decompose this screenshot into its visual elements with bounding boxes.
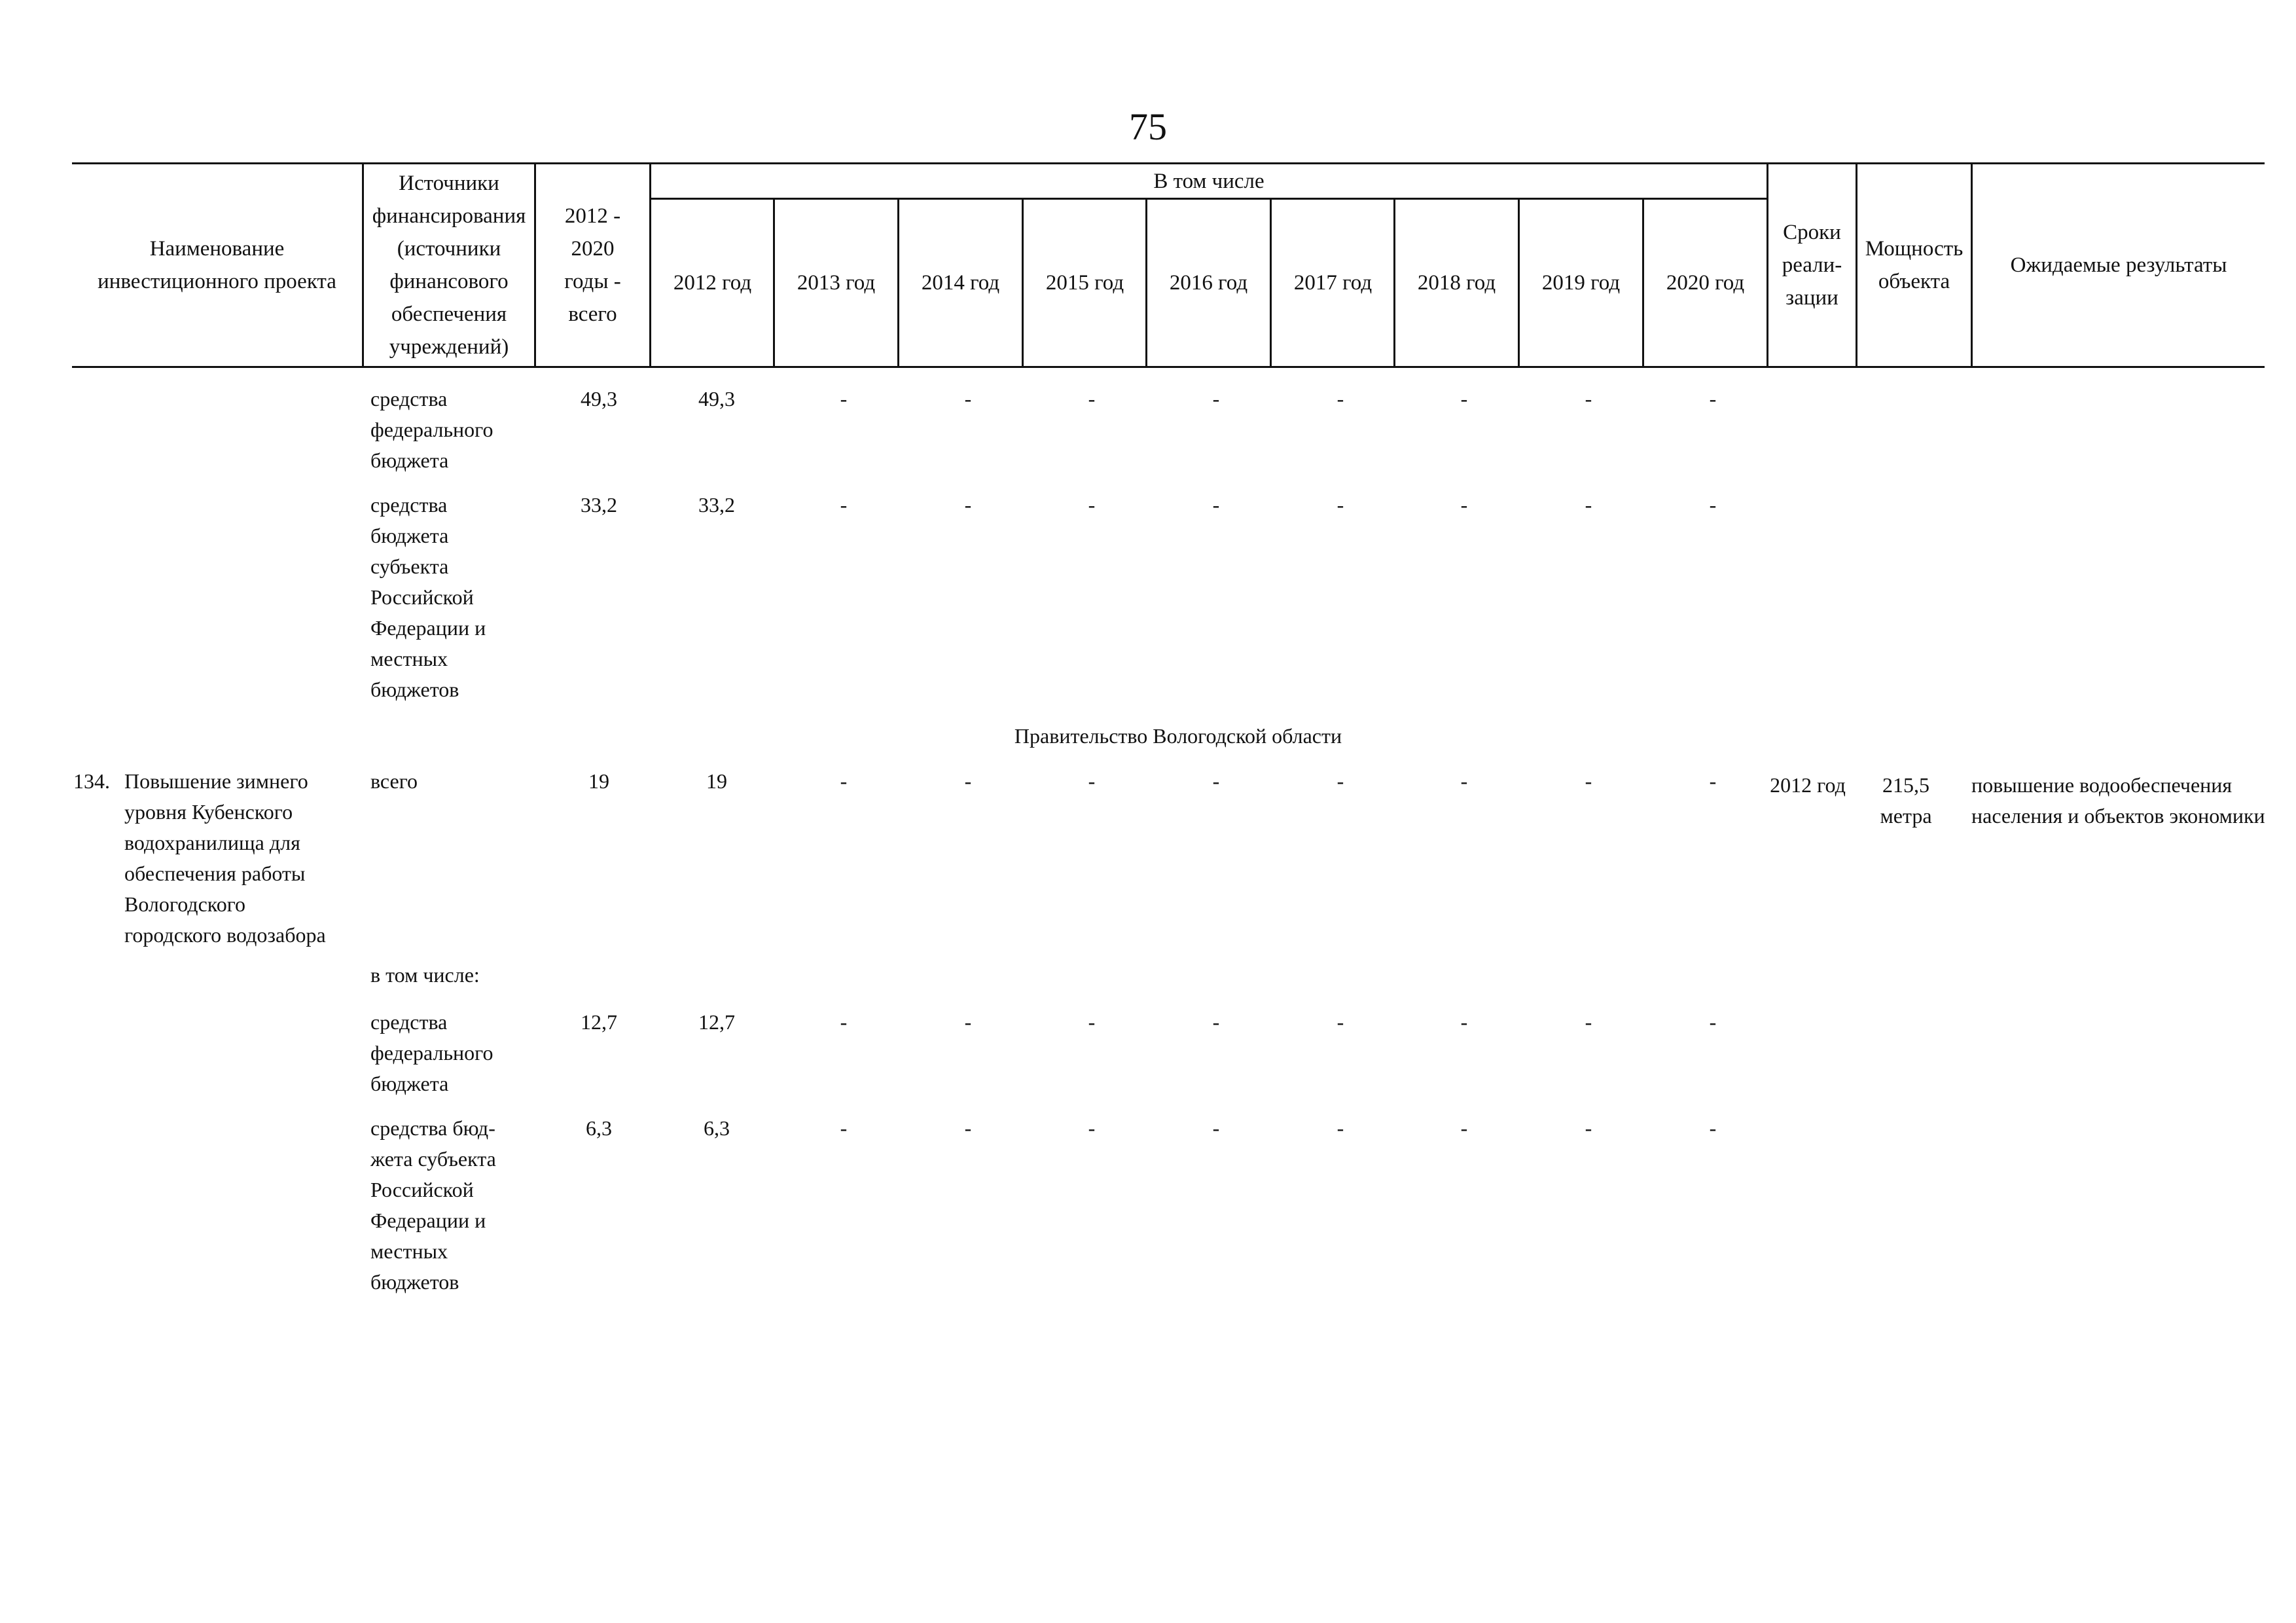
dash-cell: - (1460, 769, 1468, 793)
dash-cell: - (1585, 493, 1592, 517)
dash-cell: - (1336, 493, 1344, 517)
header-year-7: 2019 год (1541, 271, 1621, 295)
project-result: повышение водообеспечения населения и объектов экономики (1971, 773, 2265, 828)
dash-cell: - (1336, 1010, 1344, 1034)
dash-cell: - (1709, 1116, 1717, 1140)
page-number: 75 (1129, 105, 1167, 148)
project-term: 2012 год (1770, 773, 1846, 797)
dash-cell: - (964, 1116, 972, 1140)
dash-cell: - (1088, 769, 1096, 793)
dash-cell: - (964, 493, 972, 517)
row-total: 12,7 (581, 1010, 617, 1034)
dash-cell: - (1212, 493, 1220, 517)
row-source: средства бюд-жета субъекта Российской Федерации и местных бюджетов (370, 1116, 496, 1294)
header-year-1: 2013 год (797, 271, 876, 295)
row-total: 49,3 (581, 387, 617, 410)
row-source: средства федерального бюджета (370, 1010, 493, 1095)
header-year-2: 2014 год (921, 271, 1000, 295)
row-2012: 12,7 (698, 1010, 735, 1034)
row-2012: 49,3 (698, 387, 735, 410)
dash-cell: - (840, 493, 848, 517)
dash-cell: - (1212, 769, 1220, 793)
dash-cell: - (1088, 493, 1096, 517)
dash-cell: - (840, 387, 848, 410)
project-capacity: 215,5 метра (1880, 773, 1932, 828)
dash-cell: - (1585, 1010, 1592, 1034)
dash-cell: - (1336, 769, 1344, 793)
dash-cell: - (1212, 1116, 1220, 1140)
header-bottom-rule (72, 366, 2265, 368)
dash-cell: - (840, 1010, 848, 1034)
dash-cell: - (964, 387, 972, 410)
dash-cell: - (1088, 1010, 1096, 1034)
header-name: Наименование инвестиционного проекта (98, 237, 336, 293)
row-source: средства федерального бюджета (370, 387, 493, 472)
row-total: 6,3 (586, 1116, 612, 1140)
dash-cell: - (1212, 387, 1220, 410)
dash-cell: - (1460, 1116, 1468, 1140)
dash-cell: - (1460, 493, 1468, 517)
project-total: 19 (588, 769, 609, 793)
dash-cell: - (1088, 387, 1096, 410)
dash-cell: - (840, 769, 848, 793)
dash-cell: - (1460, 387, 1468, 410)
dash-cell: - (964, 769, 972, 793)
project-number: 134. (73, 769, 110, 793)
dash-cell: - (1212, 1010, 1220, 1034)
header-year-8: 2020 год (1666, 271, 1745, 295)
dash-cell: - (1585, 1116, 1592, 1140)
including-label: в том числе: (370, 963, 480, 987)
project-2012: 19 (706, 769, 727, 793)
header-year-3: 2015 год (1045, 271, 1124, 295)
header-including: В том числе (1153, 169, 1265, 193)
dash-cell: - (1088, 1116, 1096, 1140)
row-2012: 6,3 (704, 1116, 730, 1140)
dash-cell: - (1709, 769, 1717, 793)
header-results: Ожидаемые результаты (2010, 253, 2227, 277)
dash-cell: - (1709, 1010, 1717, 1034)
project-source: всего (370, 769, 418, 793)
table-header (72, 162, 2265, 368)
dash-cell: - (1709, 387, 1717, 410)
project-name: Повышение зимнего уровня Кубенского водохранилища для обеспечения работы Вологодского городского водозабора (124, 769, 326, 947)
dash-cell: - (964, 1010, 972, 1034)
header-total: 2012 - 2020 годы - всего (564, 204, 621, 326)
dash-cell: - (1460, 1010, 1468, 1034)
row-total: 33,2 (581, 493, 617, 517)
header-year-0: 2012 год (673, 271, 752, 295)
header-capacity: Мощность объекта (1865, 237, 1964, 293)
header-source: Источники финансирования (источники финансового обеспечения учреждений) (372, 172, 526, 359)
header-year-4: 2016 год (1169, 271, 1248, 295)
row-2012: 33,2 (698, 493, 735, 517)
dash-cell: - (1585, 387, 1592, 410)
header-year-6: 2018 год (1417, 271, 1496, 295)
row-source: средства бюджета субъекта Российской Федерации и местных бюджетов (370, 493, 486, 701)
section-title: Правительство Вологодской области (1014, 724, 1342, 748)
header-year-5: 2017 год (1293, 271, 1372, 295)
dash-cell: - (1336, 387, 1344, 410)
dash-cell: - (1336, 1116, 1344, 1140)
dash-cell: - (1585, 769, 1592, 793)
dash-cell: - (1709, 493, 1717, 517)
dash-cell: - (840, 1116, 848, 1140)
header-terms: Сроки реали-зации (1782, 221, 1842, 310)
